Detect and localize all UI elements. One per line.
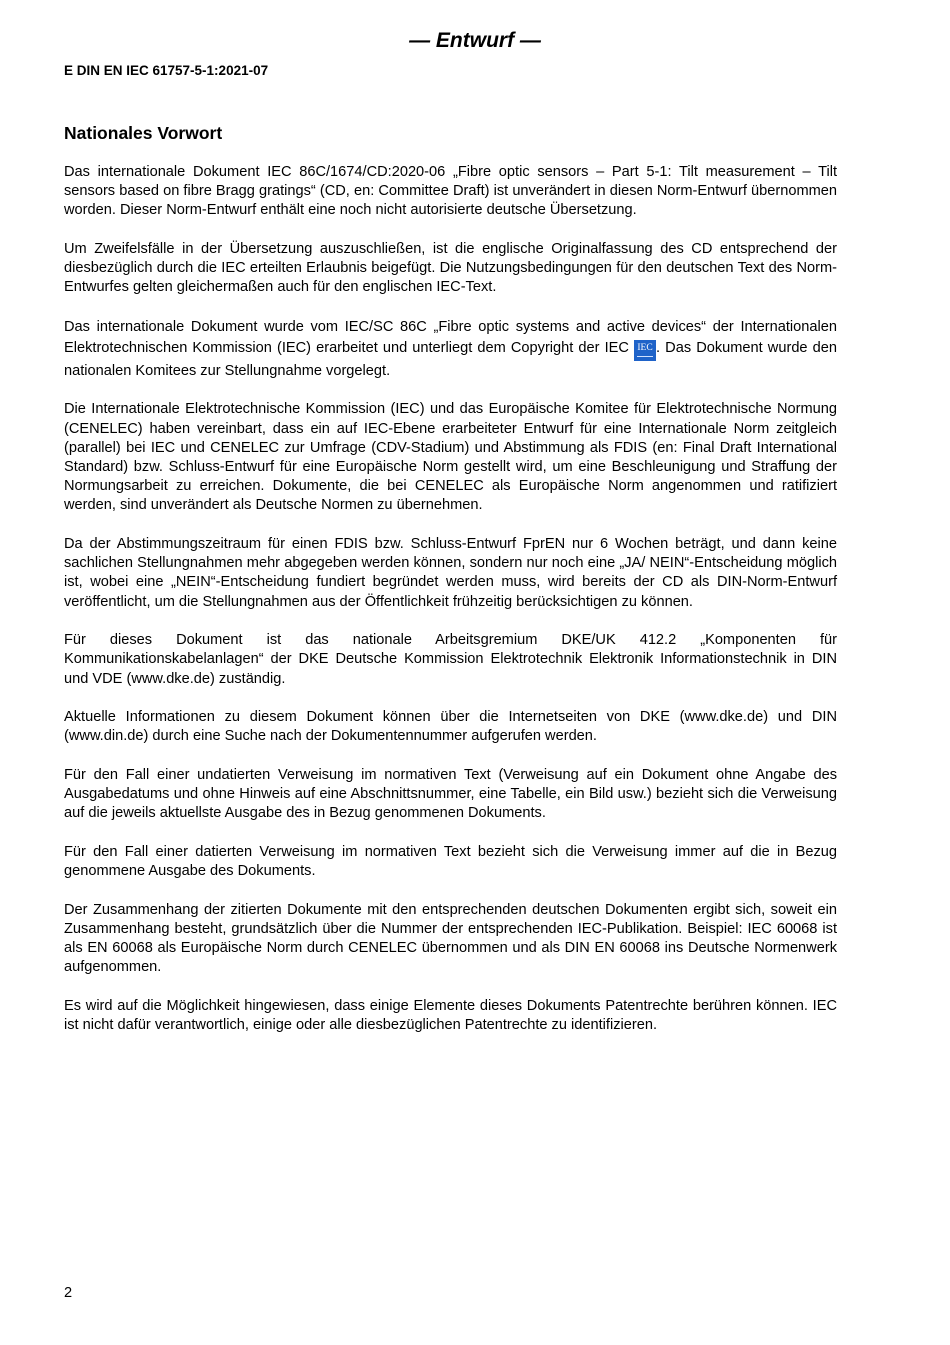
section-title: Nationales Vorwort bbox=[64, 123, 223, 143]
draft-watermark-heading: — Entwurf — bbox=[409, 29, 541, 52]
paragraph-2: Um Zweifelsfälle in der Übersetzung auszuschließen, ist die englische Originalfassung des CD entsprechend der diesbezüglich durch die IEC erteilten Erlaubnis beigefügt. Die Nutzungsbedingungen für den deutschen Text des Norm-Entwurfes gelten gleichermaßen auch für den englischen IEC-Text. bbox=[64, 241, 837, 296]
paragraph-11: Es wird auf die Möglichkeit hingewiesen, dass einige Elemente dieses Dokuments Patentrechte berühren können. IEC ist nicht dafür verantwortlich, einige oder alle diesbezüglichen Patentrechte zu identifizieren. bbox=[64, 998, 837, 1034]
paragraph-9: Für den Fall einer datierten Verweisung im normativen Text bezieht sich die Verweisung immer auf die in Bezug genommene Ausgabe des Dokuments. bbox=[64, 844, 837, 880]
paragraph-1: Das internationale Dokument IEC 86C/1674/CD:2020-06 „Fibre optic sensors – Part 5-1: Tilt measurement – Tilt sensors based on fibre Bragg gratings“ (CD, en: Committee Draft) ist unverändert in diesen Norm-Entwurf übernommen worden. Dieser Norm-Entwurf enthält eine noch nicht autorisierte deutsche Übersetzung. bbox=[64, 164, 837, 219]
paragraph-5: Da der Abstimmungszeitraum für einen FDIS bzw. Schluss-Entwurf FprEN nur 6 Wochen beträgt, und dann keine sachlichen Stellungnahmen mehr abgegeben werden können, sondern nur noch eine „JA/ NEIN“-Entscheidung möglich ist, wobei eine „NEIN“-Entscheidung fundiert begründet werden muss, wird bereits der CD als DIN-Norm-Entwurf veröffentlicht, um die Stellungnahmen aus der Öffentlichkeit frühzeitig berücksichtigen zu können. bbox=[64, 536, 837, 610]
paragraph-4: Die Internationale Elektrotechnische Kommission (IEC) und das Europäische Komitee für Elektrotechnische Normung (CENELEC) haben vereinbart, dass ein auf IEC-Ebene erarbeiteter Entwurf für eine Internationale Norm zeitgleich (parallel) bei IEC und CENELEC zur Umfrage (CDV-Stadium) und Abstimmung als FDIS (en: Final Draft International Standard) bzw. Schluss-Entwurf für eine Europäische Norm gestellt wird, um eine Beschleunigung und Straffung der Normungsarbeit zu erreichen. Dokumente, die bei CENELEC als Europäische Norm angenommen und ratifiziert werden, sind unverändert als Deutsche Normen zu übernehmen. bbox=[64, 401, 837, 514]
page-number: 2 bbox=[64, 1285, 73, 1301]
body-text bbox=[64, 163, 837, 1055]
paragraph-3-text-end: . Das Dokument wurde den nationalen Komitees zur Stellungnahme vorgelegt. bbox=[64, 339, 837, 379]
paragraph-10: Der Zusammenhang der zitierten Dokumente mit den entsprechenden deutschen Dokumenten ergibt sich, soweit ein Zusammenhang besteht, grundsätzlich über die Nummer der entsprechenden IEC-Publikation. Beispiel: IEC 60068 ist als EN 60068 als Europäische Norm durch CENELEC übernommen und als DIN EN 60068 ins Deutsche Normenwerk aufgenommen. bbox=[64, 901, 837, 976]
paragraph-3 bbox=[64, 317, 837, 381]
iec-logo-icon: IEC bbox=[634, 340, 656, 361]
paragraph-3-text-start: Das internationale Dokument wurde vom IEC/SC 86C „Fibre optic systems and active devices“ der Internationalen Elektrotechnischen Kommission (IEC) erarbeitet und unterliegt dem Copyright der IEC bbox=[64, 319, 837, 356]
paragraph-8: Für den Fall einer undatierten Verweisung im normativen Text (Verweisung auf ein Dokument ohne Angabe des Ausgabedatums und ohne Hinweis auf eine Abschnittsnummer, eine Tabelle, ein Bild usw.) bezieht sich die Verweisung auf die jeweils aktuellste Ausgabe des in Bezug genommenen Dokuments. bbox=[64, 767, 837, 822]
paragraph-7: Aktuelle Informationen zu diesem Dokument können über die Internetseiten von DKE (www.dke.de) und DIN (www.din.de) durch eine Suche nach der Dokumentennummer aufgerufen werden. bbox=[64, 709, 837, 745]
paragraph-6: Für dieses Dokument ist das nationale Arbeitsgremium DKE/UK 412.2 „Komponenten für Kommunikationskabelanlagen“ der DKE Deutsche Kommission Elektrotechnik Elektronik Informationstechnik in DIN und VDE (www.dke.de) zuständig. bbox=[64, 632, 837, 687]
document-identifier: E DIN EN IEC 61757-5-1:2021-07 bbox=[64, 63, 269, 78]
